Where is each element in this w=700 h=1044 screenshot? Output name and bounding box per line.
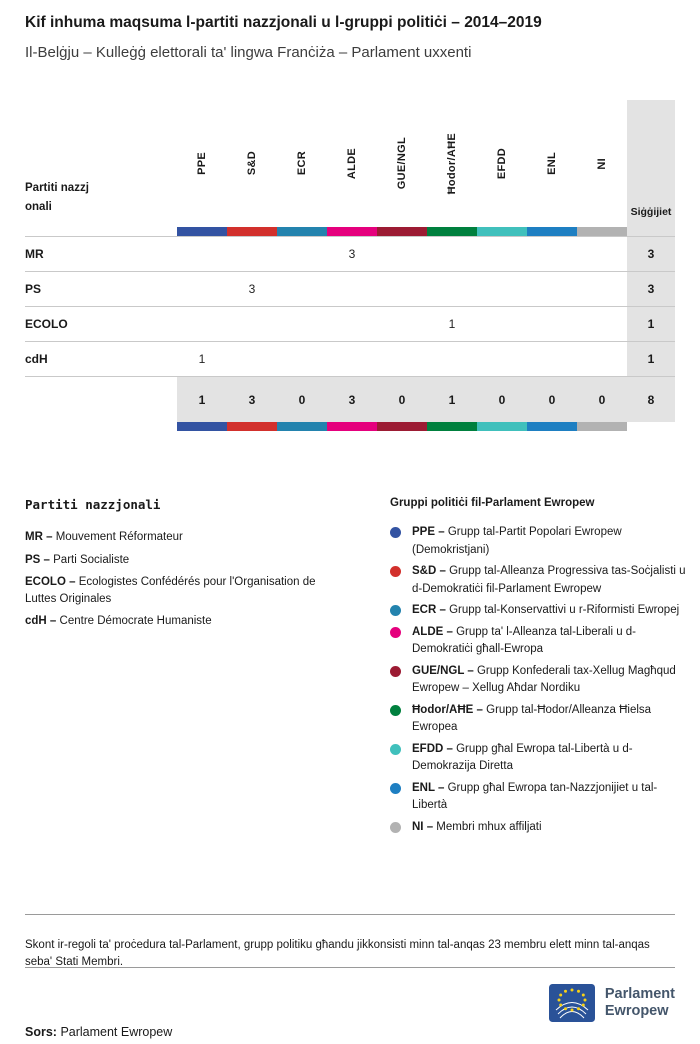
totals-row (25, 376, 675, 422)
divider (25, 914, 675, 915)
seats-column-filler (627, 227, 675, 236)
seats-header-cell (627, 100, 675, 227)
source-label: Sors: (25, 1024, 57, 1039)
party-abbr: MR – (25, 531, 53, 543)
party-desc: Ecologistes Confédérés pour l'Organisation de Luttes Originales (25, 576, 316, 605)
total-cell: 3 (227, 377, 277, 422)
ep-logo-icon (549, 984, 595, 1022)
group-legend-text (412, 602, 679, 620)
group-color-dot (390, 666, 401, 677)
table-cell (477, 272, 527, 306)
group-color-bar (527, 227, 577, 236)
total-cell: 0 (477, 377, 527, 422)
group-legend-text (412, 702, 686, 737)
group-color-dot (390, 705, 401, 716)
party-abbr: cdH – (25, 615, 57, 627)
table-cell (277, 272, 327, 306)
seats-cell: 3 (627, 272, 675, 306)
table-cell (427, 272, 477, 306)
legend-groups-title: Gruppi politiċi fil-Parlament Ewropew (390, 497, 595, 509)
group-desc: Grupp tal-Konservattivi u r-Riformisti Ewropej (449, 604, 680, 616)
color-bar-row-top (25, 227, 675, 236)
group-color-bar (377, 422, 427, 431)
group-desc: Grupp Konfederali tax-Xellug Magħqud Ewropew – Xellug Aħdar Nordiku (412, 664, 676, 694)
table-header-row (25, 100, 675, 227)
group-legend-item (390, 741, 686, 776)
column-header-efdd (477, 100, 527, 227)
group-legend-item (390, 624, 686, 659)
group-color-dot (390, 627, 401, 638)
table-cell: 3 (248, 282, 256, 296)
column-header-label: PPE (196, 152, 208, 175)
column-header-ni (577, 100, 627, 227)
group-abbr: ENL – (412, 781, 445, 794)
group-color-dot (390, 744, 401, 755)
group-desc: Grupp ta' l-Alleanza tal-Liberali u d-Demokratiċi għall-Ewropa (412, 625, 637, 655)
divider (25, 967, 675, 968)
table-cell (477, 342, 527, 376)
table-cell (377, 237, 427, 271)
group-desc: Membri mhux affiljati (436, 820, 542, 833)
group-desc: Grupp tal-Partit Popolari Ewropew (Demokristjani) (412, 526, 622, 556)
total-cell: 0 (277, 377, 327, 422)
table-row-ecolo (25, 306, 675, 341)
group-legend-item (390, 819, 686, 837)
table-cell (327, 307, 377, 341)
group-legend-text (412, 563, 686, 598)
table-cell (177, 272, 227, 306)
group-color-bar (227, 422, 277, 431)
column-header-ppe (177, 100, 227, 227)
seats-cell: 1 (627, 342, 675, 376)
table-cell (277, 342, 327, 376)
table-cell (477, 307, 527, 341)
ep-logo-block (549, 984, 675, 1022)
column-header-hodor-ahe (427, 100, 477, 227)
column-header-label: NI (596, 157, 608, 170)
column-header-label: Ħodor/AĦE (446, 132, 458, 195)
total-cell: 0 (527, 377, 577, 422)
group-desc: Grupp tal-Alleanza Progressiva tas-Soċjalisti u d-Demokratiċi fil-Parlament Ewropew (412, 565, 686, 595)
table-cell (477, 237, 527, 271)
party-desc: Parti Socialiste (53, 553, 130, 566)
spacer (25, 422, 177, 431)
table-cell (527, 237, 577, 271)
party-legend-item (25, 574, 347, 607)
group-abbr: Ħodor/AĦE – (412, 703, 483, 716)
group-color-dot (390, 822, 401, 833)
table-cell (427, 237, 477, 271)
group-legend-text (412, 524, 686, 559)
total-cell: 0 (377, 377, 427, 422)
group-color-bar (377, 227, 427, 236)
party-name: PS (25, 282, 42, 296)
group-abbr: S&D – (412, 565, 446, 577)
page-subtitle: Il-Belġju – Kulleġġ elettorali ta' lingwa Franċiża – Parlament uxxenti (25, 44, 472, 61)
group-color-bar (177, 227, 227, 236)
color-bar-row-bottom (25, 422, 675, 431)
table-cell (527, 307, 577, 341)
column-header-label: ECR (296, 151, 308, 176)
seats-table (25, 100, 675, 431)
table-row-mr (25, 236, 675, 271)
group-legend-item (390, 524, 686, 559)
column-header-alde (327, 100, 377, 227)
group-legend-text (412, 663, 686, 698)
group-legend-text (412, 780, 686, 815)
group-abbr: GUE/NGL – (412, 664, 474, 677)
table-cell (377, 342, 427, 376)
spacer (25, 377, 177, 422)
column-header-sd (227, 100, 277, 227)
group-color-bar (177, 422, 227, 431)
group-desc: Grupp għal Ewropa tal-Libertà u d-Demokrazija Diretta (412, 742, 633, 772)
row-header-cell (25, 100, 177, 227)
source-value: Parlament Ewropew (60, 1024, 173, 1039)
group-legend-item (390, 702, 686, 737)
table-row-cdh (25, 341, 675, 376)
total-cell: 0 (577, 377, 627, 422)
group-color-dot (390, 566, 401, 577)
group-abbr: ECR – (412, 604, 446, 616)
group-legend-item (390, 663, 686, 698)
party-name: cdH (25, 352, 48, 366)
table-cell (527, 272, 577, 306)
group-color-bar (327, 422, 377, 431)
group-color-bar (427, 227, 477, 236)
spacer (25, 227, 177, 236)
party-name: MR (25, 247, 44, 261)
ep-logo-line2: Ewropew (604, 1003, 669, 1019)
party-legend-item (25, 529, 347, 546)
row-header-label: Partiti nazzjonali (25, 182, 89, 214)
group-legend-item (390, 780, 686, 815)
table-cell (227, 307, 277, 341)
group-color-bar (327, 227, 377, 236)
legend-parties-title: Partiti nazzjonali (25, 497, 161, 512)
spacer (627, 422, 675, 431)
table-cell (327, 342, 377, 376)
column-header-label: ALDE (346, 147, 358, 180)
group-color-dot (390, 527, 401, 538)
party-abbr: PS – (25, 553, 50, 566)
group-color-bar (227, 227, 277, 236)
group-color-bar (277, 227, 327, 236)
seats-cell: 1 (627, 307, 675, 341)
table-cell (377, 272, 427, 306)
total-cell: 1 (177, 377, 227, 422)
legend-political-groups (390, 497, 686, 840)
ep-logo-wordmark (605, 986, 675, 1020)
group-legend-text (412, 741, 686, 776)
seats-cell: 3 (627, 237, 675, 271)
column-header-label: EFDD (496, 147, 508, 180)
group-color-bar (477, 227, 527, 236)
procedure-note: Skont ir-regoli ta' proċedura tal-Parlament, grupp politiku għandu jikkonsisti minn tal-anqas 23 membru elett minn tal-anqas seba' Stati Membri. (25, 938, 650, 968)
table-cell (177, 237, 227, 271)
party-name: ECOLO (25, 317, 68, 331)
legend-national-parties (25, 497, 365, 636)
column-header-label: S&D (246, 151, 258, 176)
party-desc: Mouvement Réformateur (55, 531, 183, 543)
table-cell (577, 342, 627, 376)
party-desc: Centre Démocrate Humaniste (59, 615, 212, 627)
seats-header-label: Siġġijiet (630, 206, 672, 218)
group-color-dot (390, 783, 401, 794)
table-cell (577, 237, 627, 271)
group-color-bar (277, 422, 327, 431)
total-cell: 1 (427, 377, 477, 422)
party-legend-item (25, 613, 347, 630)
column-header-ecr (277, 100, 327, 227)
group-color-bar (427, 422, 477, 431)
group-color-bar (527, 422, 577, 431)
ep-logo-line1: Parlament (604, 986, 675, 1002)
group-legend-text (412, 819, 542, 837)
group-color-bar (577, 422, 627, 431)
table-cell: 1 (448, 317, 456, 331)
group-color-bar (477, 422, 527, 431)
table-cell (277, 307, 327, 341)
table-cell (177, 307, 227, 341)
total-cell: 3 (327, 377, 377, 422)
group-abbr: EFDD – (412, 742, 453, 755)
table-cell: 1 (198, 352, 206, 366)
group-abbr: NI – (412, 820, 434, 833)
source-line (25, 1025, 172, 1039)
group-color-bar (577, 227, 627, 236)
column-header-guengl (377, 100, 427, 227)
table-cell (577, 307, 627, 341)
table-cell (277, 237, 327, 271)
table-cell (577, 272, 627, 306)
column-header-label: GUE/NGL (396, 137, 408, 190)
party-legend-item (25, 552, 347, 569)
total-seats-cell: 8 (627, 377, 675, 422)
group-legend-item (390, 563, 686, 598)
group-abbr: PPE – (412, 526, 445, 538)
table-cell (527, 342, 577, 376)
group-legend-text (412, 624, 686, 659)
table-cell (327, 272, 377, 306)
group-desc: Grupp għal Ewropa tan-Nazzjonijiet u tal-Libertà (412, 781, 658, 811)
page-title: Kif inhuma maqsuma l-partiti nazzjonali u l-gruppi politiċi – 2014–2019 (25, 14, 542, 31)
group-desc: Grupp tal-Ħodor/Alleanza Ħielsa Ewropea (412, 703, 652, 733)
column-header-enl (527, 100, 577, 227)
table-cell (427, 342, 477, 376)
table-cell (377, 307, 427, 341)
column-header-label: ENL (546, 152, 558, 175)
table-cell (227, 237, 277, 271)
group-legend-item (390, 602, 686, 620)
table-row-ps (25, 271, 675, 306)
table-cell: 3 (348, 247, 356, 261)
group-abbr: ALDE – (412, 625, 453, 638)
table-cell (227, 342, 277, 376)
group-color-dot (390, 605, 401, 616)
party-abbr: ECOLO – (25, 576, 76, 588)
